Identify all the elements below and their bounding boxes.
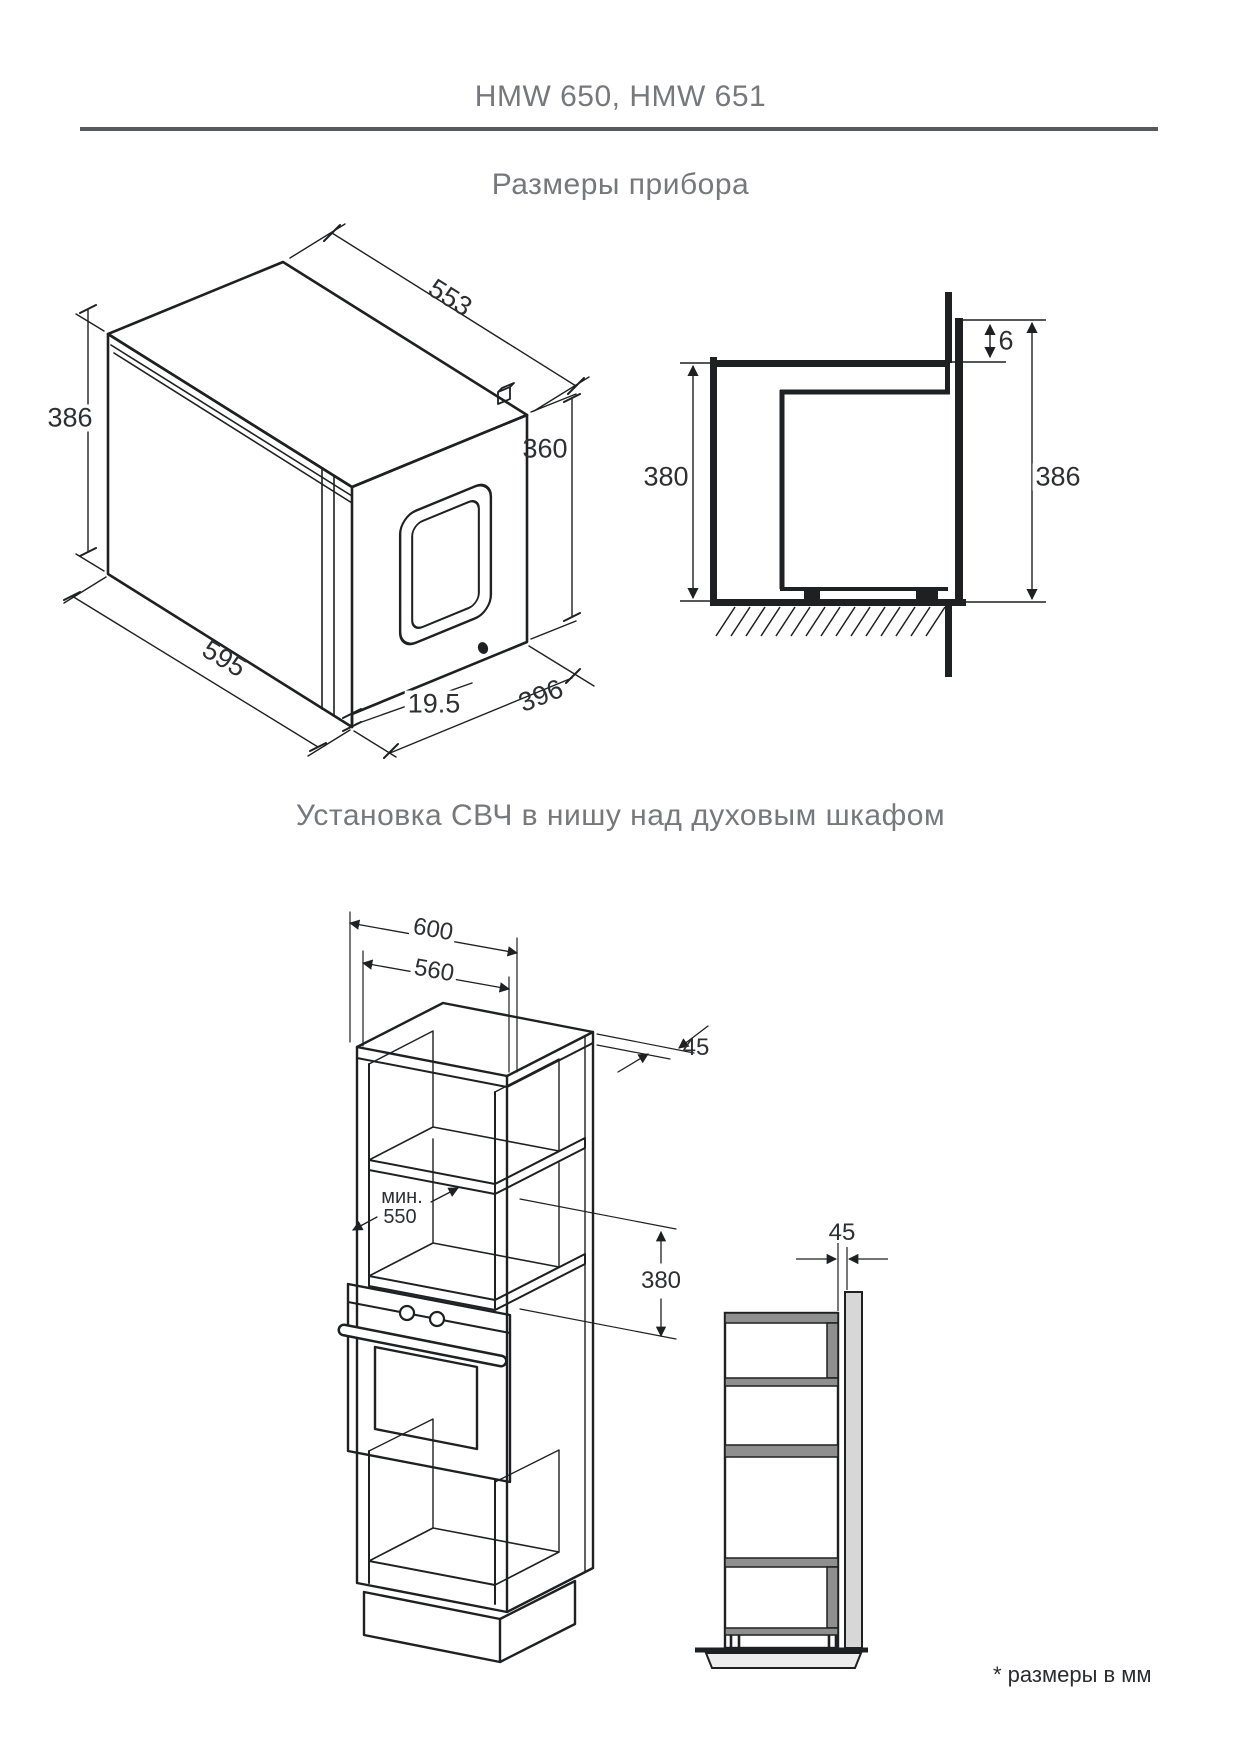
dim-door-offset: 19.5 <box>405 691 464 718</box>
cabinet-outer-edges <box>357 1032 593 1612</box>
dim-niche-height: 380 <box>643 461 689 492</box>
dim-side-gap: 45 <box>828 1219 856 1246</box>
dim-outer-width: 600 <box>408 914 458 946</box>
oven-control-band <box>348 1302 510 1333</box>
dim-inner-width: 560 <box>409 955 459 987</box>
opening3-floor <box>369 1528 559 1585</box>
oven-knob-left <box>400 1306 414 1320</box>
appliance-iso-drawing <box>64 224 594 758</box>
appliance-foot-left <box>804 591 820 601</box>
oven-window <box>375 1347 477 1449</box>
side-cabinet-outline <box>725 1313 838 1648</box>
dim-min-depth: 550 <box>383 1206 417 1228</box>
dim-front-height: 386 <box>44 405 95 432</box>
dim-side-height: 360 <box>522 433 568 464</box>
appliance-foot-right <box>916 591 938 601</box>
section2-heading: Установка СВЧ в нишу над духовым шкафом <box>295 799 946 832</box>
dim-top-trim: 45 <box>682 1034 710 1061</box>
cabinet-side-dimensions <box>796 1243 888 1311</box>
cabinet-side-drawing <box>695 1243 888 1668</box>
section1-heading: Размеры прибора <box>491 168 750 201</box>
shelf2-bands <box>369 1254 585 1310</box>
dim-top-gap: 6 <box>998 325 1014 356</box>
ground-hatching <box>716 607 945 636</box>
oven-front <box>348 1284 510 1482</box>
side-base-plinth <box>706 1653 861 1668</box>
units-footnote: * размеры в мм <box>993 1662 1152 1687</box>
side-screw-hole <box>476 641 490 656</box>
opening3-floor-front <box>369 1561 495 1585</box>
appliance-iso-dimensions <box>64 224 594 758</box>
dim-top-width: 553 <box>423 272 478 323</box>
top-knob <box>498 383 514 404</box>
dim-front-width: 595 <box>197 634 252 684</box>
appliance-side-face <box>352 415 527 727</box>
page-title: HMW 650, HMW 651 <box>474 80 767 113</box>
dim-depth: 396 <box>514 673 568 718</box>
appliance-body-section <box>780 363 950 589</box>
door-gap-lines <box>322 468 334 716</box>
dim-min-depth-prefix: мин. <box>381 1186 423 1208</box>
oven-knob-right <box>430 1312 444 1326</box>
side-recess <box>400 480 491 649</box>
opening3-interior <box>369 1419 559 1552</box>
door-top-band <box>111 345 352 503</box>
dim-cabinet-niche-height: 380 <box>640 1267 682 1294</box>
dim-front-panel-height: 386 <box>1032 464 1083 491</box>
niche-section-drawing <box>680 292 1046 677</box>
side-front-panel <box>845 1292 862 1648</box>
